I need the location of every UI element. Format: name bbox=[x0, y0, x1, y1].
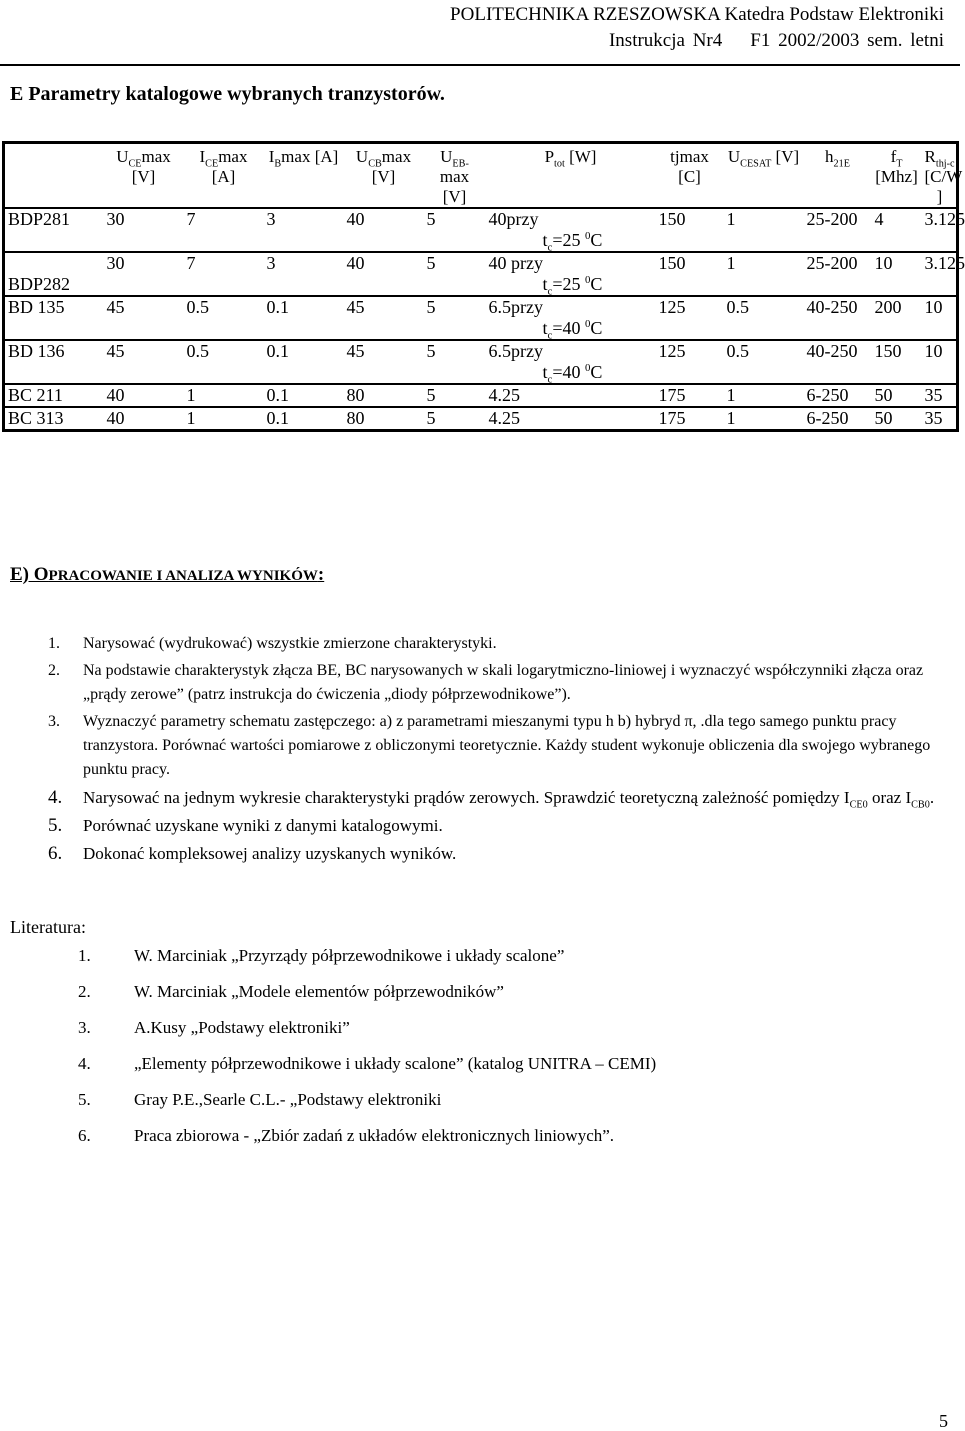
cell-ft: 50 bbox=[872, 407, 922, 431]
cell-tj: 150 bbox=[656, 252, 724, 296]
cell-ucesat: 0.5 bbox=[724, 296, 804, 340]
cell-device: BD 135 bbox=[4, 296, 104, 340]
cell-ft: 10 bbox=[872, 252, 922, 296]
cell-h21: 25-200 bbox=[804, 252, 872, 296]
cell-ib: 0.1 bbox=[264, 407, 344, 431]
cell-device: BDP281 bbox=[4, 208, 104, 252]
cell-ueb: 5 bbox=[424, 407, 486, 431]
cell-ft: 4 bbox=[872, 208, 922, 252]
cell-h21: 6-250 bbox=[804, 384, 872, 407]
cell-h21: 40-250 bbox=[804, 340, 872, 384]
cell-ucesat: 1 bbox=[724, 384, 804, 407]
cell-tj: 125 bbox=[656, 340, 724, 384]
cell-ice: 0.5 bbox=[184, 296, 264, 340]
cell-uce: 40 bbox=[104, 384, 184, 407]
cell-ft: 200 bbox=[872, 296, 922, 340]
cell-ice: 7 bbox=[184, 208, 264, 252]
cell-rth: 35 bbox=[922, 407, 958, 431]
cell-ueb: 5 bbox=[424, 296, 486, 340]
cell-tj: 125 bbox=[656, 296, 724, 340]
cell-ueb: 5 bbox=[424, 384, 486, 407]
cell-ice: 7 bbox=[184, 252, 264, 296]
cell-ice: 1 bbox=[184, 384, 264, 407]
cell-tj: 175 bbox=[656, 407, 724, 431]
col-header-tj: tjmax [C] bbox=[670, 147, 709, 186]
cell-rth: 10 bbox=[922, 296, 958, 340]
cell-device: BDP282 bbox=[4, 252, 104, 296]
cell-device: BC 211 bbox=[4, 384, 104, 407]
cell-ueb: 5 bbox=[424, 252, 486, 296]
list-item: 1. Narysować (wydrukować) wszystkie zmierzone charakterystyki. bbox=[48, 635, 497, 652]
cell-rth: 3.125 bbox=[922, 208, 958, 252]
col-header-device bbox=[4, 143, 104, 209]
cell-ucb: 40 bbox=[344, 252, 424, 296]
cell-ib: 0.1 bbox=[264, 384, 344, 407]
list-item: 3. Wyznaczyć parametry schematu zastępczego: a) z parametrami mieszanymi typu h b) hybryd π, .dla tego samego punktu pracy tranzystora. Porównać wartości pomiarowe z obliczonymi teoretycznie. Każdy student wykonuje obliczenia dla swojego wybranego punktu pracy. bbox=[48, 713, 931, 778]
cell-ft: 150 bbox=[872, 340, 922, 384]
transistor-parameters-table bbox=[2, 141, 965, 432]
table-row bbox=[4, 340, 958, 384]
cell-ucesat: 1 bbox=[724, 252, 804, 296]
col-header-ib: $I_B\max$ [A] bbox=[268, 147, 339, 170]
list-item: 2. Na podstawie charakterystyk złącza BE, BC narysowanych w skali logarytmiczno-liniowej i wyznaczyć współczynniki złącza oraz „prądy zerowe” (patrz instrukcja do ćwiczenia „diody półprzewodnikowe”). bbox=[48, 662, 924, 703]
cell-rth: 10 bbox=[922, 340, 958, 384]
cell-ucesat: 1 bbox=[724, 407, 804, 431]
cell-ueb: 5 bbox=[424, 340, 486, 384]
cell-ptot: 40przy $t_c=25$ $^0$C bbox=[486, 208, 656, 252]
cell-ucb: 45 bbox=[344, 340, 424, 384]
cell-h21: 25-200 bbox=[804, 208, 872, 252]
header-course bbox=[609, 30, 944, 52]
cell-ice: 1 bbox=[184, 407, 264, 431]
col-header-ucesat: $U_{CESAT}$ [V] bbox=[727, 147, 800, 170]
col-header-rth: $R_{thj-c}$ [C/W ] bbox=[924, 147, 963, 206]
table-row bbox=[4, 208, 958, 252]
table-header-row bbox=[4, 143, 958, 209]
header-divider bbox=[0, 64, 960, 66]
cell-ptot: 40 przy $t_c=25$ $^0$C bbox=[486, 252, 656, 296]
cell-ptot: 4.25 bbox=[486, 407, 656, 431]
list-item: 1. W. Marciniak „Przyrządy półprzewodnikowe i układy scalone” bbox=[78, 946, 565, 965]
cell-ueb: 5 bbox=[424, 208, 486, 252]
cell-ib: 3 bbox=[264, 208, 344, 252]
list-item: 6. Praca zbiorowa - „Zbiór zadań z układów elektronicznych liniowych”. bbox=[78, 1126, 615, 1145]
cell-uce: 30 bbox=[104, 252, 184, 296]
list-item: 6. Dokonać kompleksowej analizy uzyskanych wyników. bbox=[48, 843, 457, 864]
cell-uce: 45 bbox=[104, 340, 184, 384]
col-header-ueb: $U_{EB-}$ max [V] bbox=[439, 147, 470, 206]
page-number: 5 bbox=[939, 1411, 948, 1431]
cell-h21: 6-250 bbox=[804, 407, 872, 431]
list-item: 2. W. Marciniak „Modele elementów półprzewodników” bbox=[78, 982, 504, 1001]
col-header-ptot: $P_{tot}$ [W] bbox=[544, 147, 597, 170]
cell-tj: 150 bbox=[656, 208, 724, 252]
cell-ucb: 45 bbox=[344, 296, 424, 340]
list-item: 4. Narysować na jednym wykresie charakterystyki prądów zerowych. Sprawdzić teoretyczną zależność pomiędzy $I_{CE0}$ oraz $I_{CB0}$. bbox=[48, 787, 935, 811]
table-row bbox=[4, 407, 958, 431]
list-item: 4. „Elementy półprzewodnikowe i układy scalone” (katalog UNITRA – CEMI) bbox=[78, 1054, 657, 1073]
cell-ib: 0.1 bbox=[264, 296, 344, 340]
cell-device: BD 136 bbox=[4, 340, 104, 384]
cell-device: BC 313 bbox=[4, 407, 104, 431]
cell-uce: 30 bbox=[104, 208, 184, 252]
list-item: 5. Porównać uzyskane wyniki z danymi katalogowymi. bbox=[48, 815, 443, 836]
cell-ucesat: 1 bbox=[724, 208, 804, 252]
header-instruction: Instrukcja Nr4 bbox=[608, 30, 723, 51]
col-header-h21: $h_{21E}$ bbox=[825, 147, 850, 170]
cell-ptot: 4.25 bbox=[486, 384, 656, 407]
col-header-ice: $I_{CE}\max$ [A] bbox=[199, 147, 248, 186]
list-item: 5. Gray P.E.,Searle C.L.- „Podstawy elektroniki bbox=[78, 1090, 442, 1109]
col-header-ucb: $U_{CB}\max$ [V] bbox=[355, 147, 412, 186]
table-row bbox=[4, 384, 958, 407]
reference-list bbox=[78, 945, 656, 1161]
cell-ib: 0.1 bbox=[264, 340, 344, 384]
page-title: E Parametry katalogowe wybranych tranzystorów. bbox=[10, 83, 445, 105]
header-semester: F1 2002/2003 sem. letni bbox=[750, 30, 944, 51]
col-header-ft: $f_T$ [Mhz] bbox=[875, 147, 918, 186]
cell-ucb: 80 bbox=[344, 384, 424, 407]
col-header-uce: $U_{CE}\max$ [V] bbox=[116, 147, 171, 186]
table-row bbox=[4, 252, 958, 296]
cell-ib: 3 bbox=[264, 252, 344, 296]
cell-ptot: 6.5przy $t_c=40$ $^0$C bbox=[486, 296, 656, 340]
table-row bbox=[4, 296, 958, 340]
cell-tj: 175 bbox=[656, 384, 724, 407]
cell-rth: 35 bbox=[922, 384, 958, 407]
cell-h21: 40-250 bbox=[804, 296, 872, 340]
cell-ptot: 6.5przy $t_c=40$ $^0$C bbox=[486, 340, 656, 384]
task-list bbox=[48, 632, 948, 869]
cell-ucb: 80 bbox=[344, 407, 424, 431]
cell-ucesat: 0.5 bbox=[724, 340, 804, 384]
cell-ice: 0.5 bbox=[184, 340, 264, 384]
cell-ft: 50 bbox=[872, 384, 922, 407]
cell-rth: 3.125 bbox=[922, 252, 958, 296]
literature-heading: Literatura: bbox=[10, 917, 86, 937]
section-heading: E) OPRACOWANIE I ANALIZA WYNIKÓW: bbox=[10, 564, 325, 585]
cell-ucb: 40 bbox=[344, 208, 424, 252]
header-institution: POLITECHNIKA RZESZOWSKA Katedra Podstaw Elektroniki bbox=[450, 4, 944, 25]
list-item: 3. A.Kusy „Podstawy elektroniki” bbox=[78, 1018, 350, 1037]
cell-uce: 45 bbox=[104, 296, 184, 340]
cell-uce: 40 bbox=[104, 407, 184, 431]
